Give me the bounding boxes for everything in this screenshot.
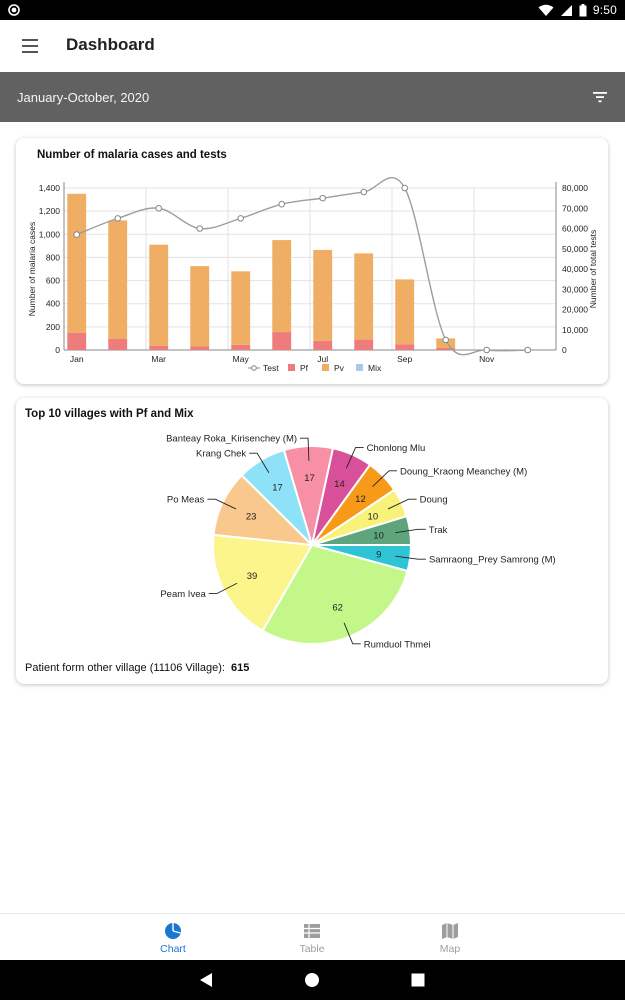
map-icon xyxy=(441,922,459,940)
slice-name-label: Rumduol Thmei xyxy=(363,639,431,651)
bar-pf xyxy=(354,340,373,350)
legend-marker-pf xyxy=(288,364,295,371)
slice-value-label: 17 xyxy=(272,482,283,494)
legend-label: Mix xyxy=(368,363,382,373)
x-tick-label: Mar xyxy=(151,354,167,364)
app-bar xyxy=(0,20,625,73)
bar-pf xyxy=(67,333,86,350)
test-point xyxy=(361,189,367,195)
bar-pv xyxy=(149,245,168,346)
bar-pv xyxy=(354,253,373,339)
y-tick-label: 600 xyxy=(45,275,60,286)
tab-chart[interactable] xyxy=(113,914,233,961)
slice-name-label: Banteay Roka_Kirisenchey (M) xyxy=(166,433,298,445)
legend-label: Test xyxy=(263,363,279,373)
legend-marker-pv xyxy=(322,364,329,371)
page-title: Dashboard xyxy=(66,35,155,54)
slice-value-label: 9 xyxy=(376,549,382,561)
bar-pf xyxy=(108,339,127,350)
chart-legend xyxy=(248,363,382,373)
test-point xyxy=(443,337,449,343)
legend-marker-test xyxy=(252,366,257,371)
date-range-label: January-October, 2020 xyxy=(17,90,150,105)
legend-label: Pf xyxy=(300,363,309,373)
test-point xyxy=(279,201,285,207)
status-bar xyxy=(0,0,625,20)
y-tick-label: 1,400 xyxy=(38,183,60,193)
bar-pv xyxy=(272,240,291,332)
system-navigation-bar xyxy=(0,960,625,1000)
slice-name-label: Samraong_Prey Samrong (M) xyxy=(428,554,556,566)
villages-pie-chart xyxy=(16,398,608,684)
slice-value-label: 12 xyxy=(355,493,366,505)
y-tick-label: 200 xyxy=(45,321,60,332)
notification-icon xyxy=(8,4,20,16)
y-axis-title: Number of malaria cases xyxy=(27,221,37,317)
slice-name-label: Chonlong Mlu xyxy=(366,442,426,454)
test-point xyxy=(238,216,244,222)
slice-value-label: 62 xyxy=(332,602,343,614)
recents-icon[interactable] xyxy=(410,972,426,988)
test-point xyxy=(320,195,326,201)
x-tick-label: May xyxy=(232,354,249,364)
y-tick-label: 1,200 xyxy=(38,206,60,217)
slice-name-label: Doung_Kraong Meanchey (M) xyxy=(399,466,528,478)
y-tick-label: 800 xyxy=(45,252,60,263)
bar-pf xyxy=(190,347,209,350)
test-line xyxy=(77,178,528,355)
y2-tick-label: 60,000 xyxy=(562,223,588,234)
chart-title: Top 10 villages with Pf and Mix xyxy=(25,408,194,420)
y2-tick-label: 20,000 xyxy=(562,304,588,315)
date-filter-bar xyxy=(0,72,625,122)
bar-pf xyxy=(149,346,168,350)
other-village-note xyxy=(25,662,249,674)
other-village-label: Patient form other village (11106 Village): xyxy=(25,662,225,674)
bottom-navigation xyxy=(0,913,625,961)
y-tick-label: 0 xyxy=(55,345,60,355)
bar-pf xyxy=(231,345,250,350)
table-icon xyxy=(303,922,321,940)
bar-pv xyxy=(395,279,414,344)
y2-axis-title: Number of total tests xyxy=(588,229,598,309)
x-tick-label: Sep xyxy=(397,354,413,364)
bar-pv xyxy=(108,220,127,339)
slice-value-label: 17 xyxy=(304,473,315,485)
tab-map-label: Map xyxy=(439,943,461,955)
wifi-icon xyxy=(538,4,554,17)
test-point xyxy=(525,347,531,353)
bar-pf xyxy=(395,344,414,350)
y2-tick-label: 0 xyxy=(562,345,567,355)
bar-pf xyxy=(272,332,291,350)
y2-tick-label: 50,000 xyxy=(562,243,588,254)
bar-pv xyxy=(190,266,209,346)
top-villages-chart-card xyxy=(16,398,608,684)
bar-pv xyxy=(67,194,86,333)
test-point xyxy=(115,216,121,222)
home-icon[interactable] xyxy=(304,972,320,988)
y-tick-label: 1,000 xyxy=(38,229,60,240)
bar-pv xyxy=(313,250,332,341)
tab-table-label: Table xyxy=(299,943,325,955)
slice-name-label: Po Meas xyxy=(166,494,205,506)
y2-tick-label: 10,000 xyxy=(562,324,588,335)
y2-tick-label: 40,000 xyxy=(562,264,588,274)
slice-value-label: 39 xyxy=(246,571,258,583)
tab-chart-label: Chart xyxy=(160,943,186,955)
x-tick-label: Jul xyxy=(317,354,329,364)
bar-pf xyxy=(313,341,332,350)
pie-chart-icon xyxy=(164,922,182,940)
slice-name-label: Trak xyxy=(428,524,448,536)
test-point xyxy=(402,185,408,191)
slice-name-label: Krang Chek xyxy=(196,448,247,460)
test-point xyxy=(74,232,80,238)
tab-map[interactable] xyxy=(390,914,510,961)
malaria-cases-chart-card xyxy=(16,138,608,384)
slice-value-label: 14 xyxy=(334,479,345,491)
slice-name-label: Peam Ivea xyxy=(160,589,206,601)
bar-pv xyxy=(231,271,250,344)
x-tick-label: Nov xyxy=(479,354,495,364)
slice-value-label: 10 xyxy=(367,511,379,523)
slice-name-label: Doung xyxy=(419,494,448,506)
test-point xyxy=(156,205,162,211)
clock: 9:50 xyxy=(592,3,617,17)
slice-value-label: 23 xyxy=(245,511,257,523)
other-village-count: 615 xyxy=(230,662,250,674)
tab-table[interactable] xyxy=(252,914,372,961)
signal-icon xyxy=(560,4,573,17)
y2-tick-label: 70,000 xyxy=(562,203,588,214)
battery-icon xyxy=(579,4,587,17)
test-point xyxy=(484,347,490,353)
legend-label: Pv xyxy=(334,363,344,373)
y-tick-label: 400 xyxy=(45,298,60,309)
test-point xyxy=(197,226,203,232)
filter-icon[interactable] xyxy=(591,90,609,104)
cases-tests-chart xyxy=(16,138,608,384)
slice-value-label: 10 xyxy=(373,530,384,542)
legend-marker-mix xyxy=(356,364,363,371)
y2-tick-label: 30,000 xyxy=(562,284,588,295)
chart-title: Number of malaria cases and tests xyxy=(37,149,227,161)
back-icon[interactable] xyxy=(198,972,214,988)
x-tick-label: Jan xyxy=(69,354,84,364)
menu-icon[interactable] xyxy=(20,38,40,54)
y2-tick-label: 80,000 xyxy=(562,183,588,193)
